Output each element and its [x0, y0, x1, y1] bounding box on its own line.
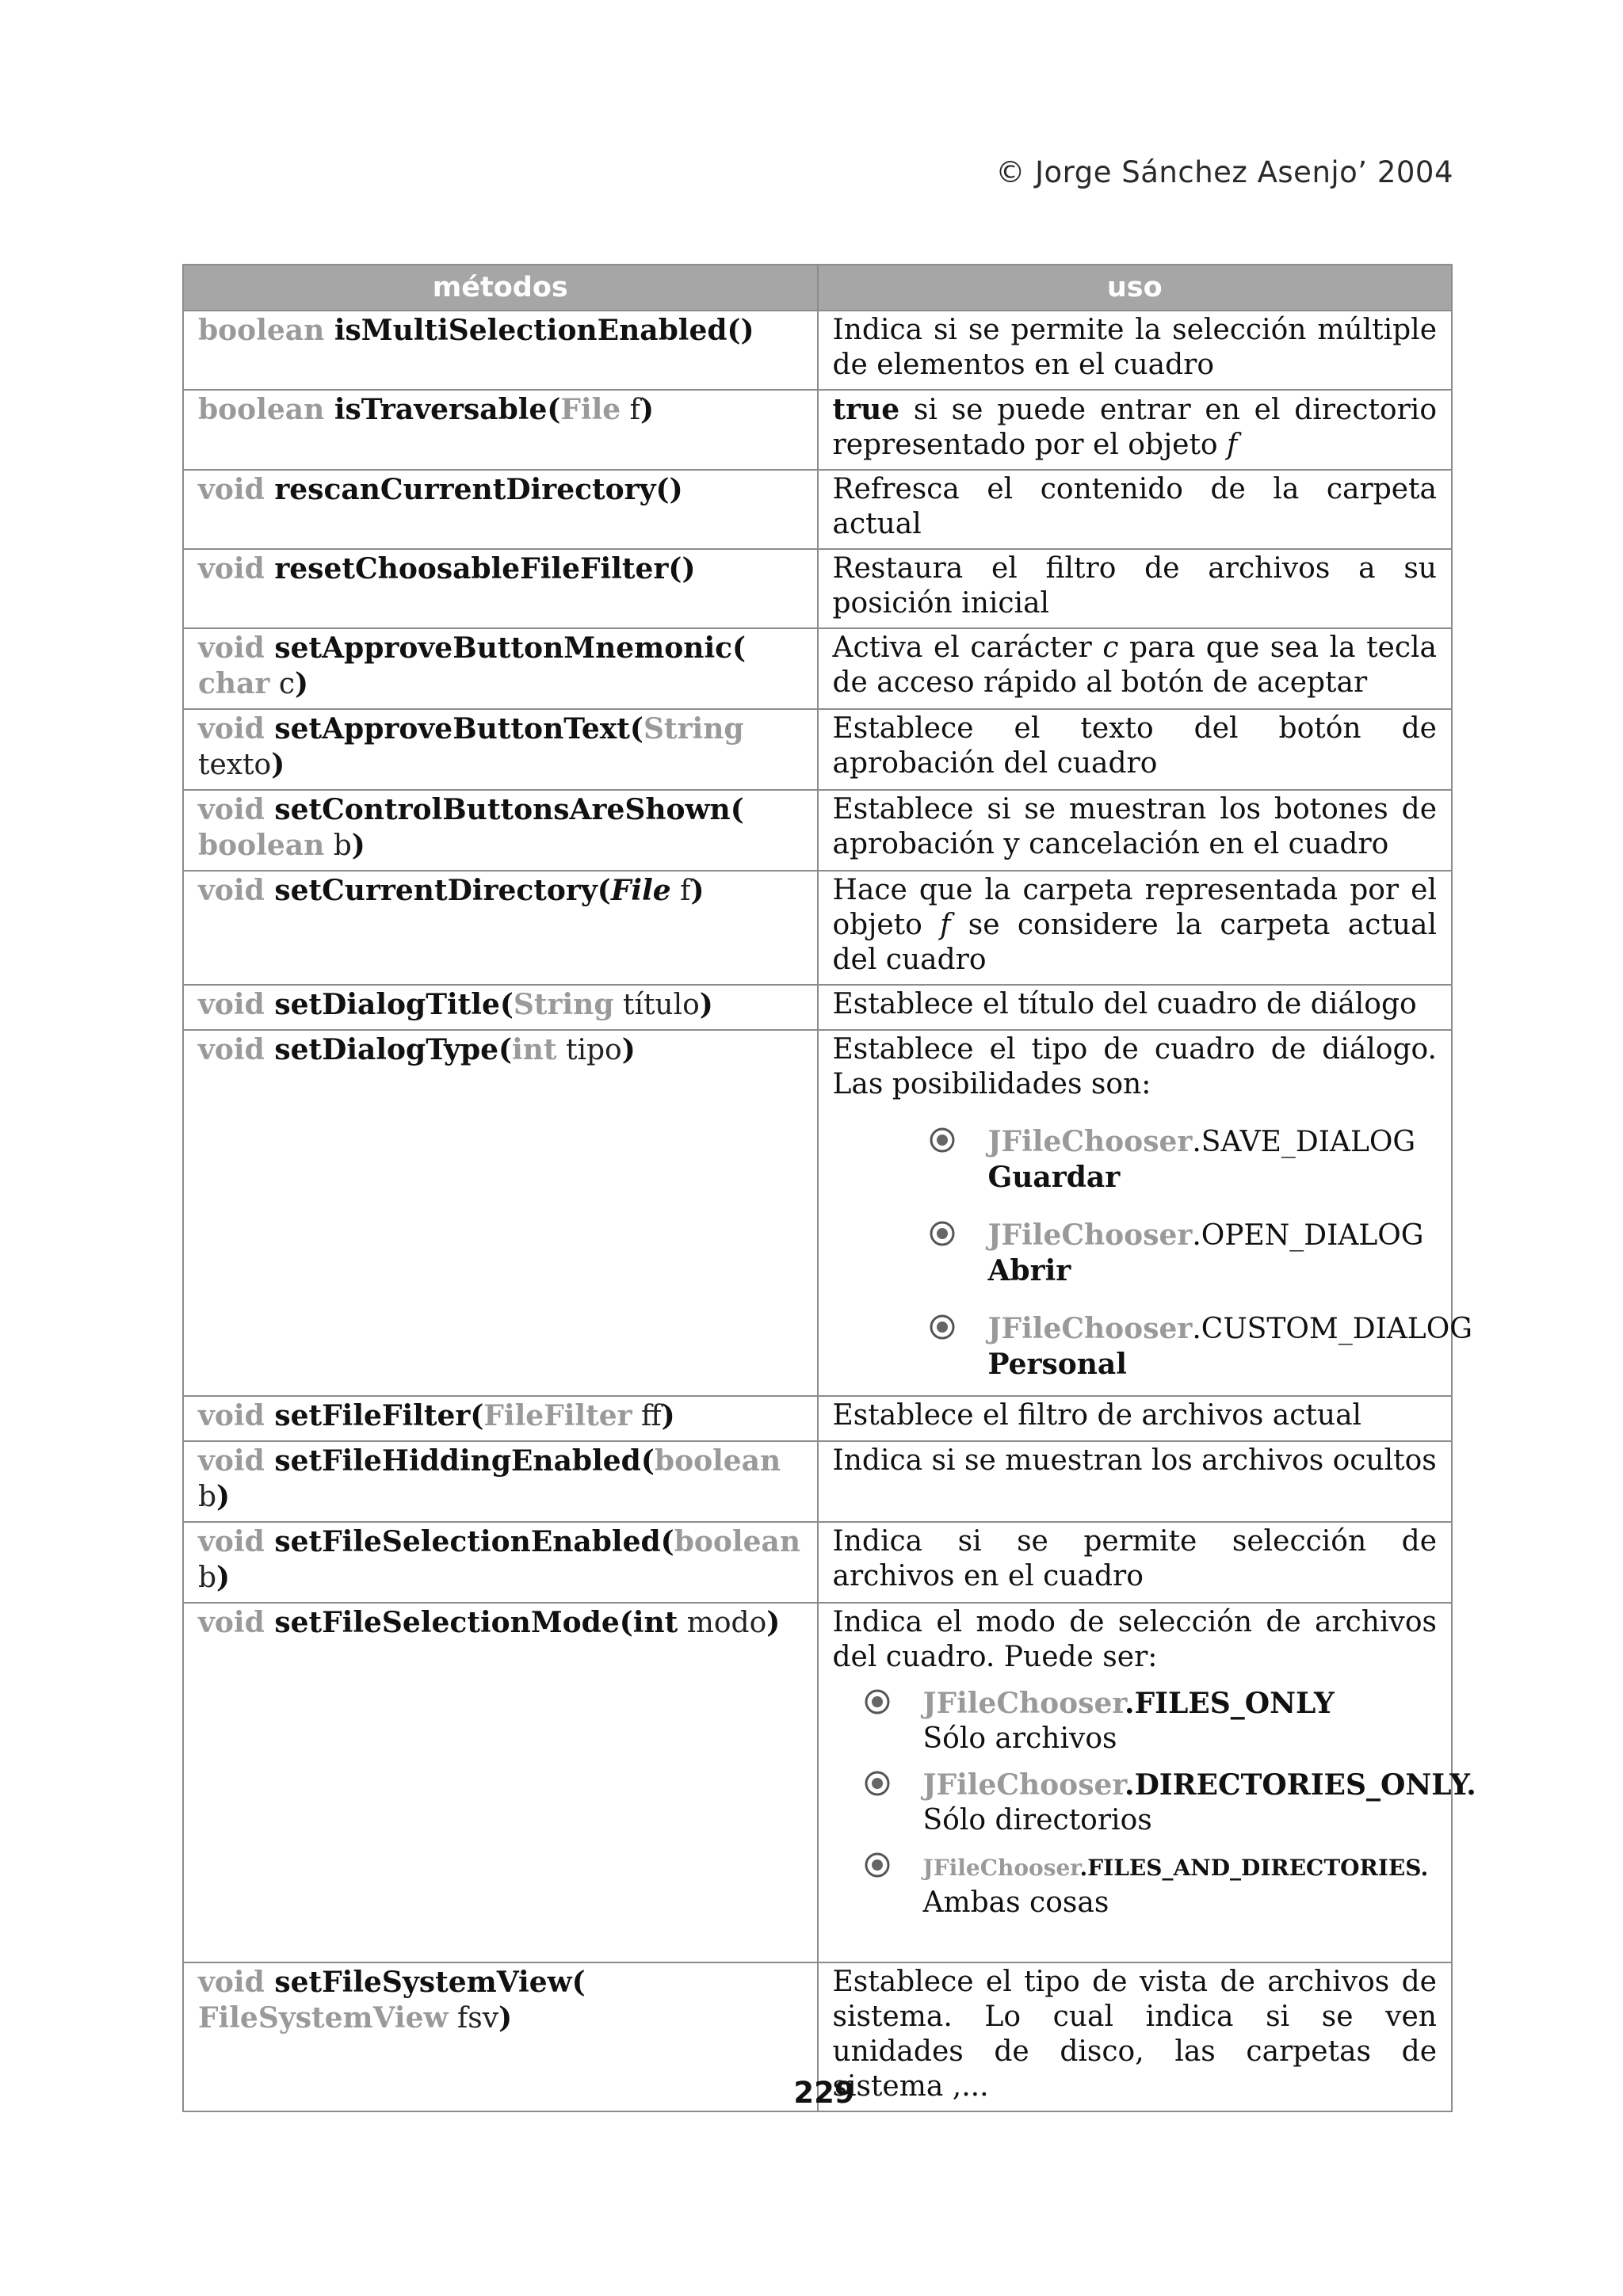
method-usage-cell: [818, 1603, 1476, 1962]
radio-bullet-icon: [928, 1313, 957, 1341]
method-type: void: [198, 793, 265, 826]
radio-bullet-icon: [863, 1851, 892, 1879]
dialog-type-options: [833, 1124, 1472, 1389]
option-class: JFileChooser: [987, 1312, 1193, 1345]
table-row: [183, 709, 1452, 790]
method-signature-cell: [183, 1396, 818, 1441]
method-name: título: [613, 989, 700, 1021]
option-label: Abrir: [987, 1254, 1071, 1287]
method-type: char: [198, 667, 270, 700]
method-usage-cell: [818, 871, 1453, 985]
usage-text: Activa el carácter: [832, 631, 1103, 664]
option-text: [923, 1849, 1429, 1920]
radio-bullet-icon: [863, 1769, 892, 1798]
usage-text: Indica el modo de selección de archivos del cuadro. Puede ser:: [832, 1606, 1437, 1673]
table-row: [183, 390, 1452, 470]
method-name: c: [269, 668, 295, 700]
method-name: resetChoosableFileFilter(): [264, 552, 696, 585]
method-signature-cell: [183, 1522, 818, 1603]
method-usage-cell: [818, 390, 1453, 470]
method-name: setControlButtonsAreShown(: [264, 793, 744, 826]
column-header-methods: métodos: [183, 265, 818, 311]
method-usage-cell: [818, 1396, 1453, 1441]
table-row: [183, 1441, 1452, 1522]
method-name: isTraversable(: [324, 393, 561, 426]
method-usage-cell: [818, 1522, 1453, 1603]
option-constant: .SAVE_DIALOG: [1192, 1126, 1416, 1158]
method-type: FileFilter: [483, 1399, 632, 1432]
usage-text: Restaura el filtro de archivos a su posición inicial: [832, 552, 1437, 620]
method-usage-cell: [818, 790, 1453, 871]
method-usage-cell: [818, 1030, 1472, 1396]
method-name: b: [324, 830, 352, 862]
method-name: ): [766, 1606, 781, 1639]
option-constant: .FILES_AND_DIRECTORIES.: [1079, 1855, 1429, 1881]
method-type: String: [513, 988, 614, 1021]
usage-text: Indica si se muestran los archivos ocultos: [832, 1444, 1437, 1477]
usage-text: si se puede entrar en el directorio representado por el objeto: [832, 394, 1437, 461]
table-header-row: [183, 265, 1452, 311]
column-header-use: uso: [818, 265, 1453, 311]
method-name: ): [216, 1480, 231, 1513]
method-name: modo: [678, 1607, 767, 1639]
method-signature-cell: [183, 1603, 818, 1962]
method-type: boolean: [674, 1525, 800, 1558]
method-name: b: [198, 1481, 217, 1513]
usage-text: Indica si se permite selección de archivos en el cuadro: [832, 1525, 1437, 1592]
method-type: FileSystemView: [198, 2001, 449, 2035]
table-row: [183, 1522, 1452, 1603]
method-name: setApproveButtonText(: [264, 712, 643, 746]
methods-table: [182, 264, 1476, 2112]
option-class: JFileChooser: [987, 1125, 1193, 1158]
method-name: ): [271, 748, 285, 781]
method-signature-cell: [183, 790, 818, 871]
usage-text: Establece el tipo de cuadro de diálogo. Las posibilidades son:: [832, 1033, 1437, 1100]
option-label: Personal: [987, 1348, 1127, 1381]
option-item: [863, 1768, 1476, 1838]
method-name: ): [295, 667, 309, 700]
method-type: void: [198, 988, 265, 1021]
method-name: setDialogType(: [264, 1033, 513, 1066]
table-row: [183, 470, 1452, 549]
method-name: tipo: [556, 1034, 622, 1066]
method-name: setFileSystemView(: [264, 1966, 586, 1999]
option-text: [988, 1218, 1424, 1289]
method-name: ): [690, 874, 705, 907]
method-usage-cell: [818, 985, 1453, 1030]
option-item: [863, 1686, 1438, 1756]
table-body: [183, 311, 1476, 2111]
method-name: setFileSelectionEnabled(: [264, 1525, 674, 1558]
option-label: Guardar: [987, 1161, 1121, 1194]
method-type: void: [198, 1606, 265, 1639]
radio-bullet-icon: [863, 1688, 892, 1716]
option-text: [923, 1686, 1335, 1756]
method-type: void: [198, 1033, 265, 1066]
method-name: ): [351, 829, 365, 862]
method-usage-cell: [818, 311, 1453, 390]
method-name: rescanCurrentDirectory(): [264, 473, 683, 506]
method-name: setApproveButtonMnemonic(: [264, 631, 747, 665]
method-name: File: [610, 874, 671, 907]
table-row: [183, 985, 1452, 1030]
table-row: [183, 1396, 1452, 1441]
option-item: [928, 1218, 1438, 1289]
method-signature-cell: [183, 709, 818, 790]
method-name: ): [498, 2001, 513, 2035]
method-signature-cell: [183, 390, 818, 470]
table-row: [183, 1030, 1452, 1396]
method-type: int: [512, 1033, 557, 1066]
option-constant: .OPEN_DIALOG: [1192, 1219, 1424, 1252]
method-type: void: [198, 1444, 265, 1478]
usage-text: Establece el tipo de vista de archivos de sistema. Lo cual indica si se ven unidades de disco, las carpetas de sistema ,...: [832, 1966, 1437, 2103]
method-name: ): [640, 393, 655, 426]
method-type: void: [198, 473, 265, 506]
option-description: Sólo directorios: [922, 1804, 1152, 1836]
option-item: [863, 1849, 1438, 1920]
usage-text: Establece el texto del botón de aprobación del cuadro: [832, 712, 1437, 780]
option-description: Sólo archivos: [922, 1722, 1117, 1755]
option-description: Ambas cosas: [922, 1886, 1109, 1919]
method-usage-cell: [818, 1441, 1453, 1522]
method-signature-cell: [183, 470, 818, 549]
method-signature-cell: [183, 549, 818, 628]
method-type: void: [198, 1399, 265, 1432]
method-type: boolean: [198, 314, 325, 347]
page-number: 229: [793, 2076, 855, 2110]
option-text: [988, 1311, 1472, 1383]
usage-text: Refresca el contenido de la carpeta actual: [832, 473, 1437, 540]
method-name: ): [621, 1033, 636, 1066]
usage-keyword: true: [832, 393, 900, 426]
method-name: ff: [632, 1400, 662, 1432]
method-name: setFileSelectionMode(int: [264, 1606, 678, 1639]
option-constant: .FILES_ONLY: [1125, 1687, 1335, 1720]
method-signature-cell: [183, 1441, 818, 1522]
method-name: ): [699, 988, 713, 1021]
usage-italic: c: [1102, 631, 1119, 664]
method-type: void: [198, 552, 265, 585]
usage-text: Establece si se muestran los botones de aprobación y cancelación en el cuadro: [832, 793, 1437, 860]
method-usage-cell: [818, 709, 1453, 790]
method-signature-cell: [183, 871, 818, 985]
option-constant: .CUSTOM_DIALOG: [1192, 1313, 1472, 1345]
table-row: [183, 1603, 1452, 1962]
method-usage-cell: [818, 549, 1453, 628]
usage-text: Indica si se permite la selección múltiple de elementos en el cuadro: [832, 314, 1437, 381]
method-usage-cell: [818, 628, 1453, 709]
method-type: void: [198, 874, 265, 907]
usage-text: Establece el filtro de archivos actual: [832, 1399, 1362, 1432]
method-name: setCurrentDirectory(: [264, 874, 611, 907]
method-type: void: [198, 1966, 265, 1999]
usage-italic: f: [1227, 429, 1238, 461]
method-signature-cell: [183, 1030, 818, 1396]
method-type: void: [198, 1525, 265, 1558]
page-header-copyright: © Jorge Sánchez Asenjo’ 2004: [995, 155, 1453, 189]
method-name: setFileFilter(: [264, 1399, 484, 1432]
option-constant: .DIRECTORIES_ONLY.: [1125, 1768, 1476, 1802]
usage-text-tail: se considere la carpeta actual del cuadro: [832, 909, 1437, 976]
option-class: JFileChooser: [922, 1768, 1125, 1802]
method-name: b: [198, 1562, 217, 1594]
usage-italic: f: [940, 909, 951, 941]
radio-bullet-icon: [928, 1219, 957, 1248]
option-item: [928, 1311, 1472, 1383]
table-row: [183, 311, 1452, 390]
method-type: String: [643, 712, 744, 746]
table-row: [183, 871, 1452, 985]
method-name: f: [670, 875, 691, 907]
option-class: JFileChooser: [922, 1855, 1080, 1881]
method-type: boolean: [654, 1444, 781, 1478]
method-signature-cell: [183, 985, 818, 1030]
method-signature-cell: [183, 311, 818, 390]
method-type: boolean: [198, 829, 325, 862]
method-type: void: [198, 712, 265, 746]
method-usage-cell: [818, 470, 1453, 549]
option-item: [928, 1124, 1438, 1196]
usage-text-tail: para que sea la tecla de acceso rápido al botón de aceptar: [832, 631, 1438, 699]
usage-text: Establece el título del cuadro de diálogo: [832, 988, 1417, 1020]
method-type: void: [198, 631, 265, 665]
method-name: f: [621, 394, 640, 426]
table-row: [183, 549, 1452, 628]
method-signature-cell: [183, 628, 818, 709]
option-text: [923, 1768, 1476, 1838]
method-name: ): [661, 1399, 675, 1432]
usage-text: Hace que la carpeta representada por el objeto: [832, 874, 1437, 941]
method-name: fsv: [448, 2002, 499, 2035]
table-row: [183, 790, 1452, 871]
option-class: JFileChooser: [987, 1219, 1193, 1252]
method-name: ): [216, 1561, 231, 1594]
option-text: [988, 1124, 1416, 1196]
method-type: boolean: [198, 393, 325, 426]
table-row: [183, 628, 1452, 709]
method-name: setFileHiddingEnabled(: [264, 1444, 655, 1478]
selection-mode-options: [833, 1686, 1476, 1955]
method-type: File: [560, 393, 621, 426]
method-name: isMultiSelectionEnabled(): [324, 314, 754, 347]
radio-bullet-icon: [928, 1126, 957, 1154]
method-name: setDialogTitle(: [264, 988, 514, 1021]
method-name: texto: [198, 749, 272, 781]
option-class: JFileChooser: [922, 1687, 1125, 1720]
